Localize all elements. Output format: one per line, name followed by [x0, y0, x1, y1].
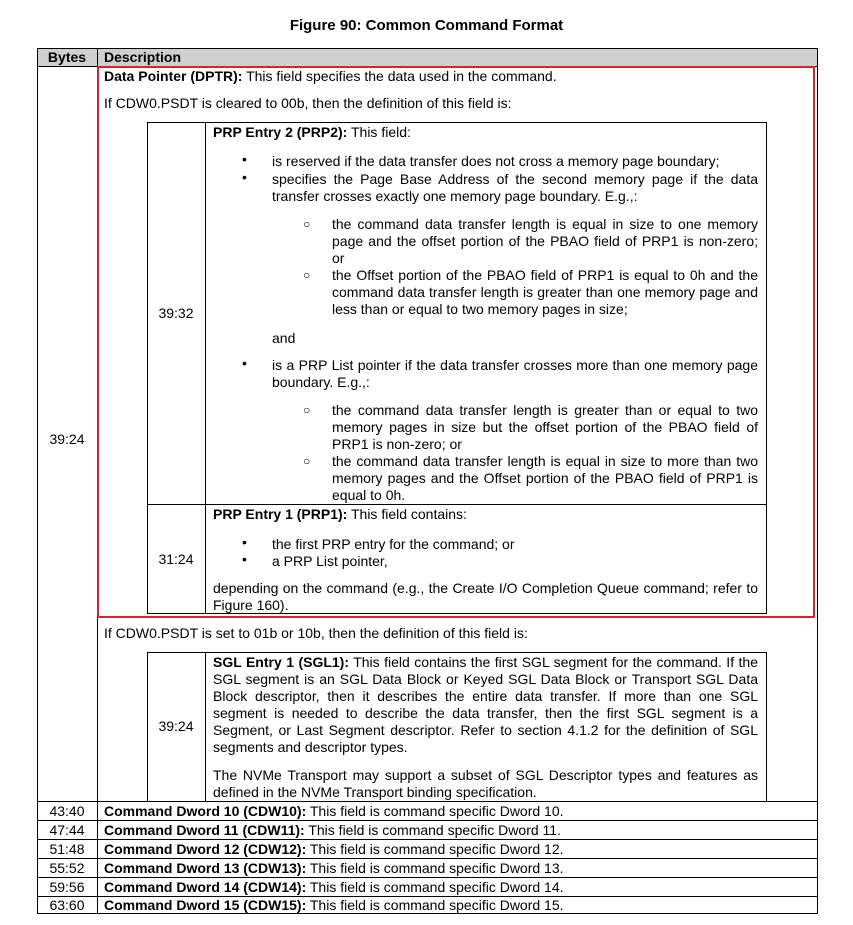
prp2-bullet2: specifies the Page Base Address of the second memory page if the data transfer crosses exactly one memory page boundary. E.g.,:: [272, 171, 758, 204]
dptr-title: Data Pointer (DPTR):: [104, 68, 243, 84]
cdw10-row: [104, 803, 564, 819]
cdw15-text: This field is command specific Dword 15.: [306, 897, 564, 913]
table-left-border: [37, 48, 38, 914]
row-border: [37, 820, 818, 821]
cdw11-bytes: 47:44: [49, 822, 85, 838]
inner-table2-top: [147, 652, 766, 653]
prp2-sub4: the command data transfer length is equal in size to more than two memory pages and the Offset portion of the PBAO field of PRP1 is equal to 0h.: [332, 453, 758, 503]
dptr-title-rest: This field specifies the data used in the command.: [242, 68, 557, 84]
psdt-01-text: If CDW0.PSDT is set to 01b or 10b, then the definition of this field is:: [104, 625, 528, 641]
row-border: [37, 801, 818, 802]
prp2-title: PRP Entry 2 (PRP2):: [213, 124, 348, 140]
cdw10-title: Command Dword 10 (CDW10):: [104, 803, 307, 819]
cdw11-text: This field is command specific Dword 11.: [304, 822, 561, 838]
prp1-tail: depending on the command (e.g., the Create I/O Completion Queue command; refer to Figure 160).: [213, 580, 758, 613]
prp2-sub2: the Offset portion of the PBAO field of PRP1 is equal to 0h and the command data transfer length is greater than one memory page and less than or equal to two memory pages in size;: [332, 267, 758, 317]
cdw13-bytes: 55:52: [49, 860, 85, 876]
cdw10-bytes: 43:40: [49, 803, 85, 819]
bullet-icon: •: [242, 551, 247, 567]
row-border: [37, 877, 818, 878]
circle-bullet-icon: ○: [303, 217, 311, 231]
cdw14-title: Command Dword 14 (CDW14):: [104, 879, 307, 895]
prp2-bytes: 39:32: [158, 305, 194, 321]
bullet-icon: •: [242, 534, 247, 550]
dptr-bytes: 39:24: [49, 431, 85, 447]
psdt-00-text: If CDW0.PSDT is cleared to 00b, then the definition of this field is:: [104, 95, 512, 111]
prp1-bytes: 31:24: [158, 551, 194, 567]
table-bottom-border: [37, 913, 818, 914]
cdw14-bytes: 59:56: [49, 879, 85, 895]
cdw14-row: [104, 879, 564, 895]
sgl1-para1: [213, 654, 758, 756]
cdw15-bytes: 63:60: [49, 897, 85, 913]
cdw11-title: Command Dword 11 (CDW11):: [104, 822, 305, 838]
table-right-border: [817, 48, 818, 914]
prp1-bullet2: a PRP List pointer,: [272, 553, 388, 569]
cdw12-bytes: 51:48: [49, 841, 85, 857]
header-bytes: Bytes: [47, 49, 87, 65]
row-border: [37, 839, 818, 840]
highlight-box: [97, 66, 815, 618]
sgl1-title: SGL Entry 1 (SGL1):: [213, 654, 349, 670]
cdw13-text: This field is command specific Dword 13.: [306, 860, 564, 876]
sgl1-bytes: 39:24: [158, 718, 194, 734]
cdw15-title: Command Dword 15 (CDW15):: [104, 897, 307, 913]
inner-table2-divider: [205, 652, 206, 801]
prp2-sub3: the command data transfer length is greater than or equal to two memory pages in size but the offset portion of the PBAO field of PRP1 is non-zero; or: [332, 402, 758, 452]
sgl1-title-rest: This field contains the first SGL segment for the command. If the SGL segment is an SGL Data Block or Keyed SGL Data Block or Transport SGL Data Block descriptor, then it describes the entire data transfer. If more than one SGL segment is needed to describe the data transfer, then the first SGL segment is a Segment, or Last Segment descriptor. Refer to section 4.1.2 for the definition of SGL segments and descriptor types.: [213, 654, 758, 755]
circle-bullet-icon: ○: [303, 268, 311, 282]
prp1-title: PRP Entry 1 (PRP1):: [213, 506, 348, 522]
figure-title: Figure 90: Common Command Format: [289, 17, 564, 34]
cdw13-title: Command Dword 13 (CDW13):: [104, 860, 307, 876]
inner-table2-right: [766, 652, 767, 801]
bullet-icon: •: [242, 355, 247, 371]
prp2-title-rest: This field:: [347, 124, 411, 140]
bullet-icon: •: [242, 169, 247, 185]
prp2-bullet1: is reserved if the data transfer does not cross a memory page boundary;: [272, 153, 720, 169]
cdw12-row: [104, 841, 564, 857]
prp1-bullet1: the first PRP entry for the command; or: [272, 536, 515, 552]
row-border: [37, 858, 818, 859]
sgl1-para2: The NVMe Transport may support a subset of SGL Descriptor types and features as defined in the NVMe Transport binding specification.: [213, 767, 758, 800]
cdw15-row: [104, 897, 564, 913]
prp2-sub1: the command data transfer length is equal in size to one memory page and the offset portion of the PBAO field of PRP1 is non-zero; or: [332, 216, 758, 266]
cdw11-row: [104, 822, 561, 838]
bullet-icon: •: [242, 151, 247, 167]
cdw13-row: [104, 860, 564, 876]
prp1-title-rest: This field contains:: [347, 506, 467, 522]
circle-bullet-icon: ○: [303, 454, 311, 468]
prp2-and: and: [272, 330, 296, 346]
cdw12-text: This field is command specific Dword 12.: [306, 841, 564, 857]
cdw14-text: This field is command specific Dword 14.: [306, 879, 564, 895]
header-description: Description: [104, 49, 182, 65]
prp2-bullet3: is a PRP List pointer if the data transfer crosses more than one memory page boundary. E.g.,:: [272, 357, 758, 390]
circle-bullet-icon: ○: [303, 403, 311, 417]
cdw12-title: Command Dword 12 (CDW12):: [104, 841, 307, 857]
cdw10-text: This field is command specific Dword 10.: [306, 803, 564, 819]
